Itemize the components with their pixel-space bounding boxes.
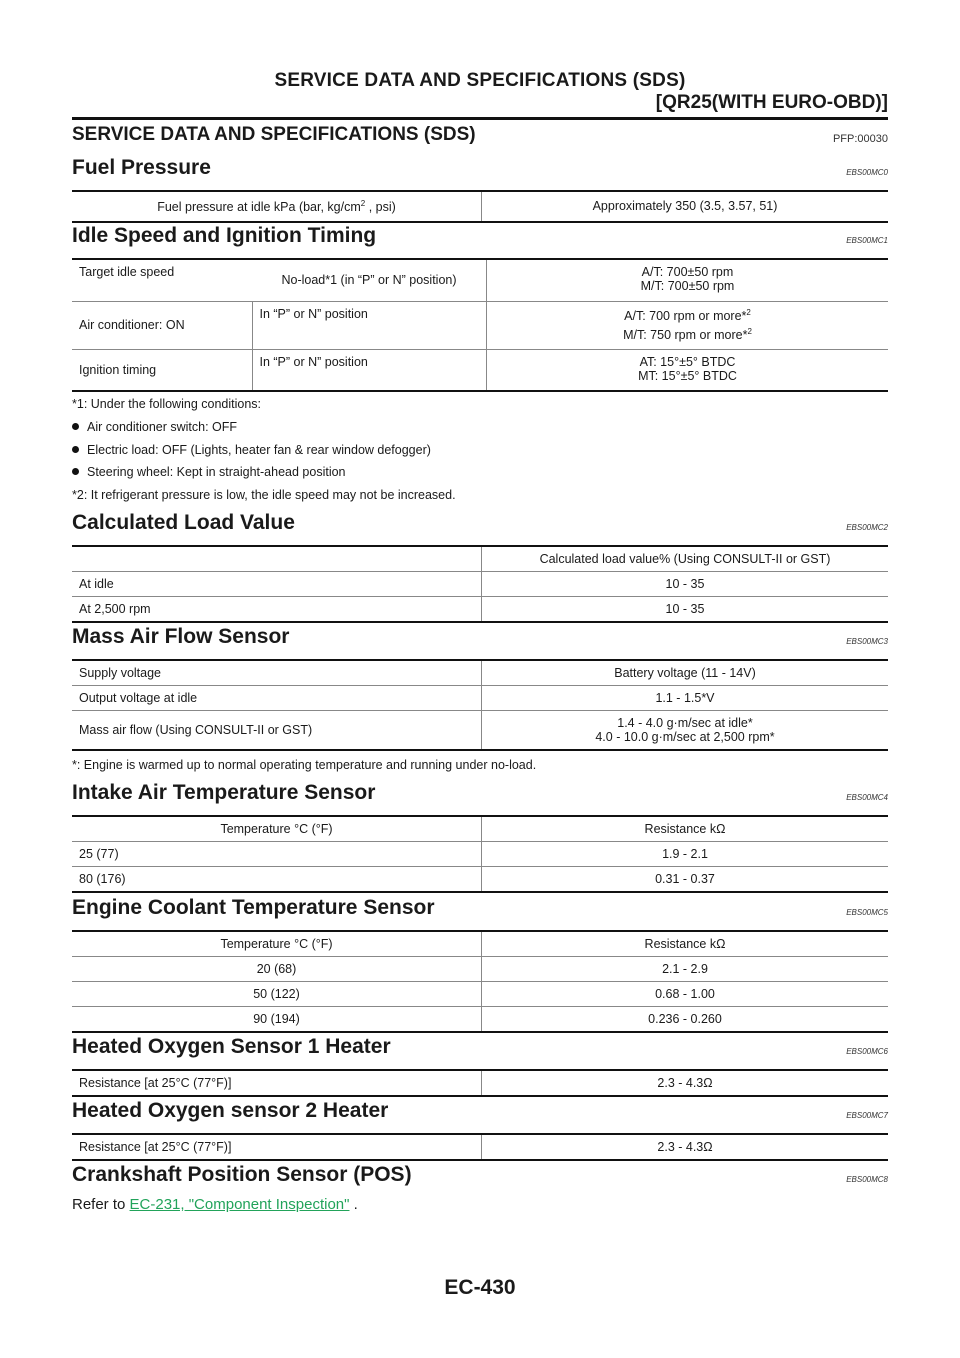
section-fuel-pressure [72,156,888,180]
table-cell: Target idle speed [72,259,252,301]
table-cell: 90 (194) [72,1007,482,1033]
engine-coolant-temp-table [72,930,888,1033]
idle-note-2: *2: It refrigerant pressure is low, the idle speed may not be increased. [72,488,456,502]
table-cell: In “P” or N” position [252,301,487,349]
table-cell: Supply voltage [72,660,482,686]
table-cell: 20 (68) [72,957,482,982]
intake-air-temp-table [72,815,888,893]
section-code: EBS00MC8 [846,1175,888,1184]
component-inspection-link[interactable]: EC-231, "Component Inspection" [129,1196,350,1213]
table-cell: 50 (122) [72,982,482,1007]
table-cell: 10 - 35 [665,602,705,616]
table-cell: 2.3 - 4.3Ω [657,1076,713,1090]
table-cell: Approximately 350 (3.5, 3.57, 51) [592,199,778,213]
section-code: EBS00MC3 [846,637,888,646]
ho2s2-heater-table [72,1133,888,1161]
refer-text: Refer to EC-231, "Component Inspection" . [72,1196,358,1213]
section-code: EBS00MC2 [846,523,888,532]
section-heading: Heated Oxygen sensor 2 Heater [72,1099,389,1122]
table-header: Calculated load value% (Using CONSULT-II or GST) [482,546,889,572]
main-title [72,124,888,146]
section-mass-air-flow [72,625,888,649]
bullet-icon [72,446,79,453]
main-title-text: SERVICE DATA AND SPECIFICATIONS (SDS) [72,124,476,145]
table-row [72,842,888,867]
maf-note: *: Engine is warmed up to normal operating temperature and running under no-load. [72,758,537,772]
idle-note-1: *1: Under the following conditions: [72,397,262,411]
ho2s1-heater-table [72,1069,888,1097]
table-row [72,259,888,301]
table-cell: A/T: 700±50 rpm M/T: 700±50 rpm [487,259,889,301]
idle-speed-table [72,258,888,392]
table-header: Resistance kΩ [482,816,889,842]
section-heading: Engine Coolant Temperature Sensor [72,896,435,919]
table-row [72,867,888,893]
table-cell: 2.3 - 4.3Ω [657,1140,713,1154]
list-item: Air conditioner switch: OFF [72,420,237,434]
main-title-code: PFP:00030 [832,133,888,145]
table-row [72,816,888,842]
table-cell: Output voltage at idle [72,686,482,711]
table-cell: Fuel pressure at idle kPa (bar, $kg/cm^2$ , psi) [72,191,482,222]
table-row [72,597,888,623]
table-cell: Air conditioner: ON [72,301,252,349]
section-heading: Heated Oxygen Sensor 1 Heater [72,1035,391,1058]
section-heading: Mass Air Flow Sensor [72,625,290,648]
table-cell: 0.31 - 0.37 [655,872,715,886]
section-heading: Crankshaft Position Sensor (POS) [72,1163,412,1186]
table-cell: AT: 15°±5° BTDC MT: 15°±5° BTDC [638,354,737,383]
table-cell: 1.4 - 4.0 g·m/sec at idle* 4.0 - 10.0 g·m/sec at 2,500 rpm* [595,716,775,744]
section-idle-speed [72,224,888,248]
section-code: EBS00MC0 [846,168,888,177]
table-cell: Resistance [at 25°C (77°F)] [72,1134,482,1160]
table-cell: No-load*1 (in “P” or N” position) [252,259,487,301]
page-number: EC-430 [444,1276,516,1299]
calculated-load-table [72,545,888,623]
table-header: Resistance kΩ [482,931,889,957]
table-row [72,982,888,1007]
section-heading: Calculated Load Value [72,511,295,534]
section-code: EBS00MC5 [846,908,888,917]
table-cell: Ignition timing [72,349,252,391]
table-row [72,660,888,686]
table-cell [72,546,482,572]
table-header: Temperature °C (°F) [72,816,482,842]
table-row [72,572,888,597]
section-intake-air-temp [72,781,888,805]
table-cell: In “P” or N” position [252,349,487,391]
bullet-icon [72,468,79,475]
section-code: EBS00MC6 [846,1047,888,1056]
section-heading: Intake Air Temperature Sensor [72,781,376,804]
table-cell: 0.68 - 1.00 [482,982,889,1007]
table-cell: Resistance [at 25°C (77°F)] [72,1070,482,1096]
header-title: SERVICE DATA AND SPECIFICATIONS (SDS) [274,70,686,91]
table-cell: Battery voltage (11 - 14V) [482,660,889,686]
section-ho2s2-heater [72,1099,888,1123]
table-cell: 1.1 - 1.5*V [482,686,889,711]
table-cell: 25 (77) [72,842,482,867]
table-row [72,349,888,391]
table-cell: 10 - 35 [482,572,889,597]
section-ho2s1-heater [72,1035,888,1059]
section-calculated-load [72,511,888,535]
table-cell: 2.1 - 2.9 [482,957,889,982]
fuel-pressure-table [72,190,888,223]
table-cell: At 2,500 rpm [72,597,482,623]
table-cell: A/T: 700 rpm or more*$^2$ M/T: 750 rpm or more*$^2$ [487,301,889,349]
table-cell: 0.236 - 0.260 [648,1012,722,1026]
section-code: EBS00MC4 [846,793,888,802]
table-cell: 1.9 - 2.1 [482,842,889,867]
section-code: EBS00MC1 [846,236,888,245]
bullet-icon [72,423,79,430]
table-row [72,1070,888,1096]
table-row [72,957,888,982]
list-item: Electric load: OFF (Lights, heater fan & rear window defogger) [72,443,431,457]
section-engine-coolant-temp [72,896,888,920]
table-header: Temperature °C (°F) [72,931,482,957]
table-cell: 80 (176) [72,867,482,893]
mass-air-flow-table [72,659,888,751]
table-row [72,301,888,349]
table-row [72,711,888,751]
section-crankshaft-position [72,1163,888,1187]
table-row [72,686,888,711]
table-cell: Mass air flow (Using CONSULT-II or GST) [72,711,482,751]
header-rule [72,117,888,120]
table-row [72,1007,888,1033]
section-heading: Idle Speed and Ignition Timing [72,224,377,247]
table-cell: At idle [72,572,482,597]
table-row [72,191,888,222]
list-item: Steering wheel: Kept in straight-ahead position [72,465,346,479]
header-subtitle: [QR25(WITH EURO-OBD)] [655,92,888,113]
section-heading: Fuel Pressure [72,156,211,179]
table-row [72,1134,888,1160]
table-row [72,546,888,572]
table-row [72,931,888,957]
section-code: EBS00MC7 [846,1111,888,1120]
